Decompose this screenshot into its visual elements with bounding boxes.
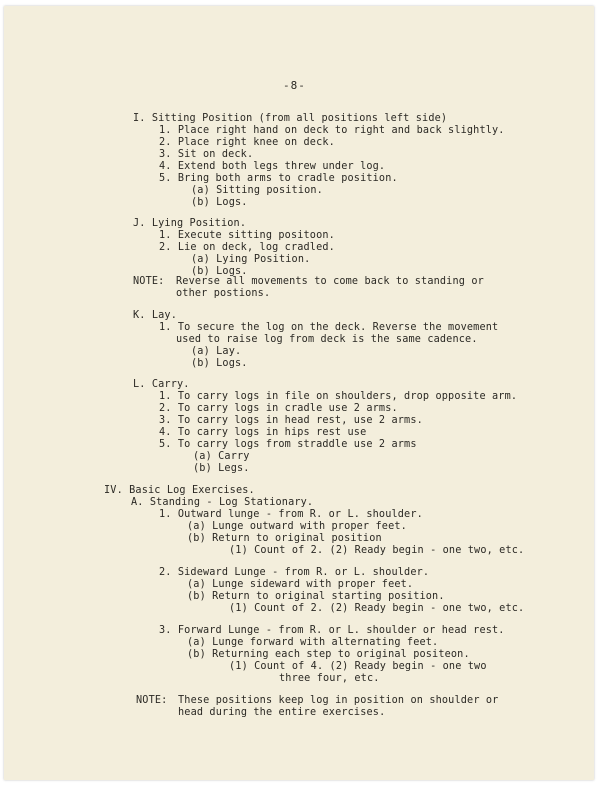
section-j-subitem-a: (a) Lying Position. — [191, 254, 311, 265]
section-l-item-4: 4. To carry logs in hips rest use — [159, 427, 367, 438]
exercise-2-step-a: (a) Lunge sideward with proper feet. — [187, 579, 414, 590]
note-1-text-1: Reverse all movements to come back to standing or — [176, 276, 484, 287]
note-1-label: NOTE: — [133, 276, 165, 287]
section-i-item-5: 5. Bring both arms to cradle position. — [159, 173, 398, 184]
page-number: -8- — [283, 79, 306, 92]
section-j-subitem-b: (b) Logs. — [191, 266, 248, 277]
section-k-item-1: 1. To secure the log on the deck. Reverse the movement — [159, 322, 499, 333]
section-iv-a-heading: A. Standing - Log Stationary. — [131, 497, 314, 508]
section-k-subitem-a: (a) Lay. — [191, 346, 242, 357]
section-k-heading: K. Lay. — [133, 310, 177, 321]
exercise-1-step-a: (a) Lunge outward with proper feet. — [187, 521, 407, 532]
section-l-item-2: 2. To carry logs in cradle use 2 arms. — [159, 403, 398, 414]
exercise-1-title: 1. Outward lunge - from R. or L. shoulder. — [159, 509, 423, 520]
section-i-heading: I. Sitting Position (from all positions left side) — [133, 113, 448, 124]
exercise-2-count: (1) Count of 2. (2) Ready begin - one two, etc. — [229, 603, 525, 614]
exercise-3-step-b: (b) Returning each step to original positeon. — [187, 649, 470, 660]
section-l-subitem-b: (b) Legs. — [193, 463, 250, 474]
section-k-subitem-b: (b) Logs. — [191, 358, 248, 369]
section-iv-heading: IV. Basic Log Exercises. — [104, 485, 255, 496]
section-j-heading: J. Lying Position. — [133, 218, 247, 229]
exercise-3-title: 3. Forward Lunge - from R. or L. shoulder or head rest. — [159, 625, 505, 636]
note-1-text-2: other postions. — [176, 288, 271, 299]
note-2-label: NOTE: — [136, 695, 168, 706]
section-i-item-1: 1. Place right hand on deck to right and back slightly. — [159, 125, 505, 136]
section-i-item-4: 4. Extend both legs threw under log. — [159, 161, 386, 172]
section-l-heading: L. Carry. — [133, 379, 190, 390]
exercise-2-title: 2. Sideward Lunge - from R. or L. shoulder. — [159, 567, 430, 578]
section-i-subitem-a: (a) Sitting position. — [191, 185, 323, 196]
section-l-subitem-a: (a) Carry — [193, 451, 250, 462]
section-j-item-2: 2. Lie on deck, log cradled. — [159, 242, 335, 253]
exercise-3-count-1: (1) Count of 4. (2) Ready begin - one two — [229, 661, 487, 672]
note-2-text-1: These positions keep log in position on shoulder or — [178, 695, 499, 706]
section-i-item-2: 2. Place right knee on deck. — [159, 137, 335, 148]
exercise-1-step-b: (b) Return to original position — [187, 533, 382, 544]
section-k-item-1-continued: used to raise log from deck is the same cadence. — [176, 334, 478, 345]
exercise-3-step-a: (a) Lunge forward with alternating feet. — [187, 637, 439, 648]
section-l-item-5: 5. To carry logs from straddle use 2 arms — [159, 439, 417, 450]
section-l-item-1: 1. To carry logs in file on shoulders, drop opposite arm. — [159, 391, 518, 402]
exercise-2-step-b: (b) Return to original starting position. — [187, 591, 445, 602]
section-l-item-3: 3. To carry logs in head rest, use 2 arms. — [159, 415, 423, 426]
section-i-subitem-b: (b) Logs. — [191, 197, 248, 208]
section-i-item-3: 3. Sit on deck. — [159, 149, 254, 160]
exercise-3-count-2: three four, etc. — [279, 673, 380, 684]
exercise-1-count: (1) Count of 2. (2) Ready begin - one two, etc. — [229, 545, 525, 556]
section-j-item-1: 1. Execute sitting positoon. — [159, 230, 335, 241]
note-2-text-2: head during the entire exercises. — [178, 707, 386, 718]
